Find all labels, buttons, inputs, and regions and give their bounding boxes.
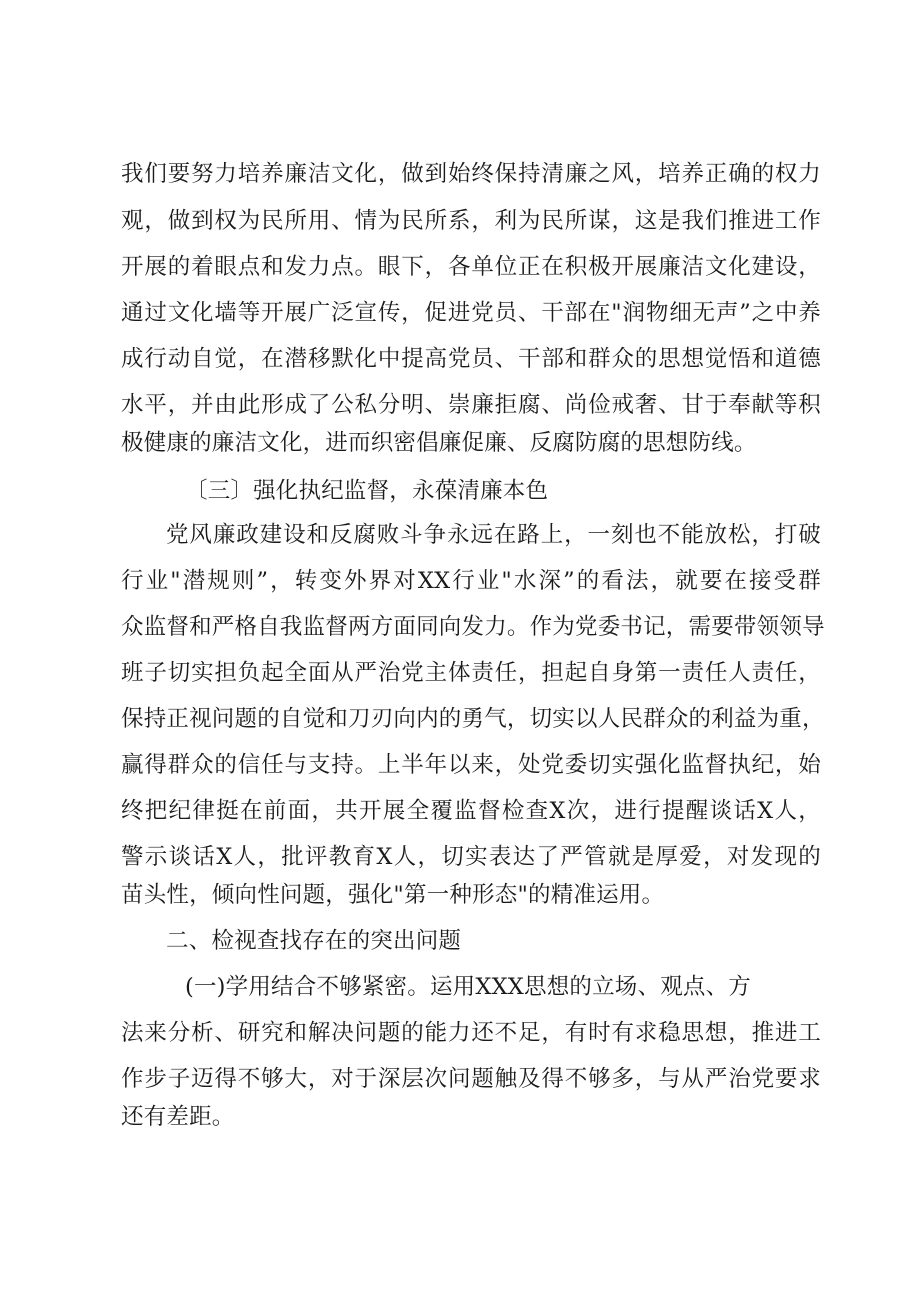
paragraph-line: 极健康的廉洁文化，进而织密倡廉促廉、反腐防腐的思想防线。 (121, 430, 757, 456)
paragraph-line: 法来分析、研究和解决问题的能力还不足，有时有求稳思想，推进工 (121, 1020, 821, 1046)
paragraph-line: 行业"潜规则”，转变外界对XX行业"水深”的看法，就要在接受群 (121, 568, 821, 594)
paragraph-line: 赢得群众的信任与支持。上半年以来，处党委切实强化监督执纪，始 (121, 752, 821, 778)
paragraph-line: 开展的着眼点和发力点。眼下，各单位正在积极开展廉洁文化建设， (121, 254, 821, 280)
paragraph-line: 苗头性，倾向性问题，强化"第一种形态"的精准运用。 (121, 882, 665, 908)
paragraph-line: 还有差距。 (121, 1104, 235, 1130)
paragraph-line: 班子切实担负起全面从严治党主体责任，担起自身第一责任人责任， (121, 660, 821, 686)
paragraph-line: 观，做到权为民所用、情为民所系，利为民所谋，这是我们推进工作 (121, 208, 821, 234)
paragraph-line: (一)学用结合不够紧密。运用XXX思想的立场、观点、方 (185, 974, 752, 1000)
paragraph-line: 成行动自觉，在潜移默化中提高党员、干部和群众的思想觉悟和道德 (121, 346, 821, 372)
section-heading: 〔三〕强化执纪监督，永葆清廉本色 (185, 478, 549, 504)
paragraph-line: 党风廉政建设和反腐败斗争永远在路上，一刻也不能放松，打破 (166, 522, 821, 548)
paragraph-line: 众监督和严格自我监督两方面同向发力。作为党委书记，需要带领领导 (121, 614, 825, 640)
paragraph-line: 水平，并由此形成了公私分明、崇廉拒腐、尚俭戒奢、甘于奉献等积 (121, 392, 821, 418)
paragraph-line: 保持正视问题的自觉和刀刃向内的勇气，切实以人民群众的利益为重， (121, 706, 825, 732)
paragraph-line: 通过文化墙等开展广泛宣传，促进党员、干部在"润物细无声”之中养 (121, 300, 821, 326)
paragraph-line: 警示谈话X人，批评教育X人，切实表达了严管就是厚爱，对发现的 (121, 844, 821, 870)
paragraph-line: 我们要努力培养廉洁文化，做到始终保持清廉之风，培养正确的权力 (121, 161, 821, 187)
paragraph-line: 终把纪律挺在前面，共开展全覆监督检查X次，进行提醒谈话X人， (121, 798, 821, 824)
section-heading: 二、检视查找存在的突出问题 (166, 928, 462, 954)
paragraph-line: 作步子迈得不够大，对于深层次问题触及得不够多，与从严治党要求 (121, 1066, 821, 1092)
